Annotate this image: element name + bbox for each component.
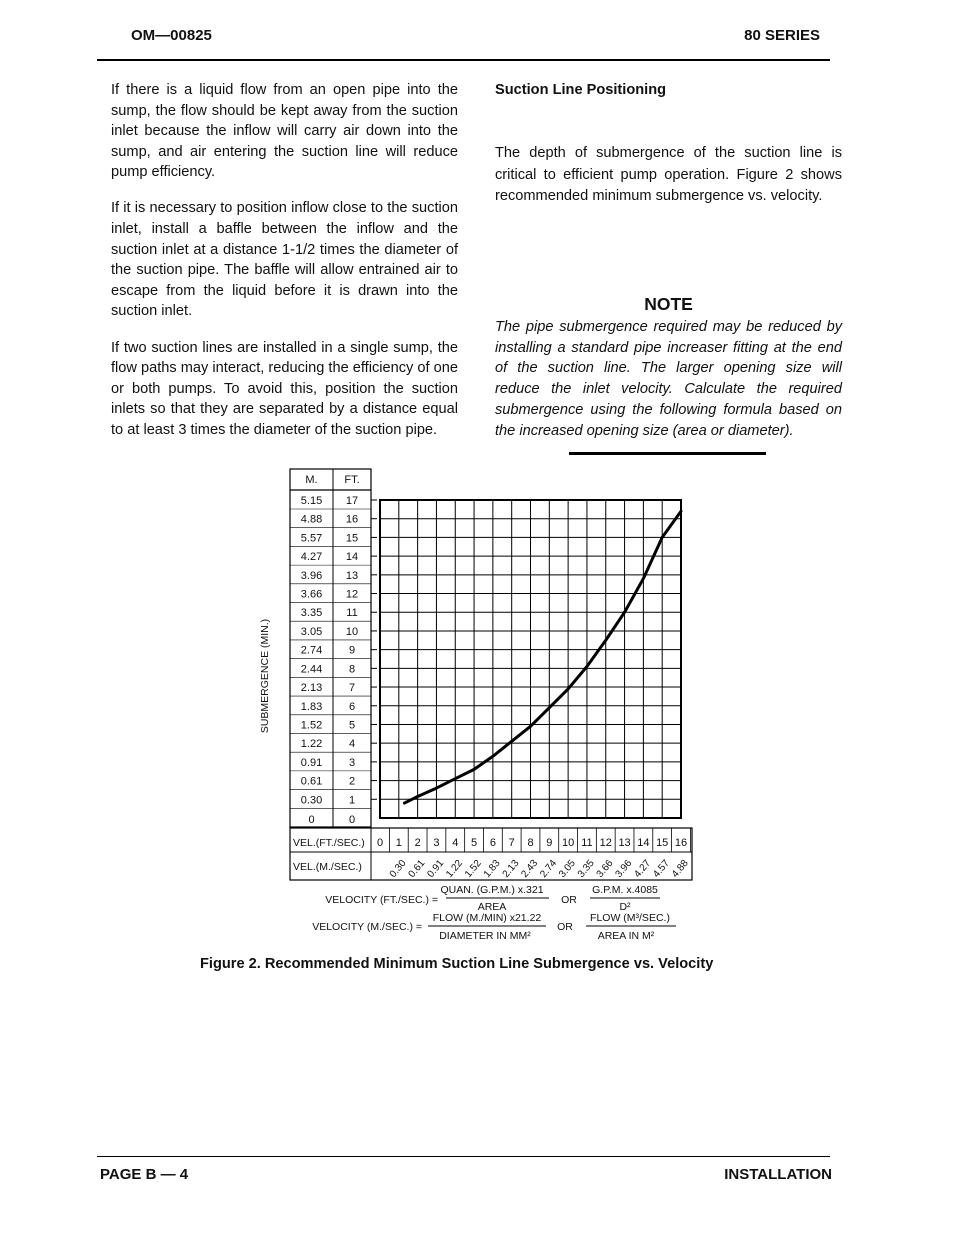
- y-tick-ft: 14: [345, 551, 359, 564]
- formula-m-den2: AREA IN M²: [597, 930, 655, 942]
- formula-ft-num2: G.P.M. x.4085: [592, 884, 658, 896]
- x-tick-m: 0.91: [425, 857, 447, 880]
- paragraph-inflow: If there is a liquid flow from an open pipe into the sump, the flow should be kept away from the suction inlet because the inflow will carry air down into the sump, and air entering the suction line will reduce pump efficiency.: [111, 82, 458, 181]
- x-tick-m: 0.30: [387, 857, 409, 880]
- formula-m-lhs: VELOCITY (M./SEC.) =: [312, 921, 422, 933]
- y-tick-ft: 11: [346, 607, 358, 620]
- x-tick-m: 1.52: [462, 857, 484, 880]
- x-tick-ft: 5: [471, 837, 478, 849]
- x-tick-ft: 8: [527, 837, 534, 849]
- x-tick-m: 4.57: [651, 857, 672, 880]
- y-tick-ft: 8: [348, 663, 356, 676]
- y-tick-m: 4.27: [300, 551, 323, 564]
- y-tick-ft: 9: [348, 644, 356, 657]
- x-tick-ft: 10: [562, 837, 575, 849]
- x-tick-ft: 12: [599, 837, 612, 849]
- y-tick-m: 5.15: [300, 495, 323, 507]
- y-tick-m: 1.22: [300, 738, 323, 751]
- formula-m-num1: FLOW (M./MIN) x21.22: [432, 912, 542, 924]
- x-tick-m: 4.27: [632, 857, 654, 880]
- y-header-m: M.: [305, 474, 318, 486]
- x-tick-ft: 4: [452, 837, 459, 849]
- y-tick-m: 2.44: [300, 663, 323, 676]
- x-tick-ft: 6: [489, 837, 496, 849]
- y-tick-m: 5.57: [300, 532, 323, 545]
- x-tick-m: 4.88: [669, 857, 691, 880]
- x-tick-ft: 0: [376, 837, 384, 849]
- formula-m-or: OR: [557, 921, 573, 933]
- y-tick-ft: 6: [348, 700, 356, 713]
- x-tick-m: 3.35: [575, 857, 597, 880]
- y-tick-m: 3.35: [300, 607, 323, 620]
- x-tick-m: 1.22: [444, 857, 466, 880]
- y-tick-m: 1.83: [300, 700, 323, 713]
- note-title: NOTE: [644, 294, 693, 314]
- submergence-curve: [404, 511, 681, 803]
- y-tick-ft: 3: [348, 756, 356, 769]
- y-tick-m: 0.61: [300, 775, 323, 788]
- formula-ft-den1: AREA: [477, 901, 507, 913]
- formula-m-den1: DIAMETER IN MM²: [439, 930, 531, 942]
- x-tick-ft: 13: [618, 837, 631, 849]
- x-tick-m: 1.83: [481, 857, 503, 880]
- submergence-paragraph: The depth of submergence of the suction line is critical to efficient pump operation. Figure 2 shows recommended minimum submergence vs. velocity.: [495, 145, 842, 204]
- x-tick-m: 0.61: [406, 857, 428, 880]
- formula-ft-num1: QUAN. (G.P.M.) x.321: [440, 884, 544, 896]
- y-tick-m: 3.96: [300, 569, 323, 582]
- x-tick-ft: 15: [656, 837, 669, 849]
- y-tick-m: 1.52: [300, 719, 323, 732]
- formula-ft-den2: D²: [619, 901, 631, 913]
- x-tick-ft: 2: [414, 837, 421, 849]
- y-tick-ft: 15: [345, 532, 359, 545]
- y-tick-ft: 13: [345, 569, 359, 582]
- y-tick-m: 2.74: [300, 644, 323, 657]
- y-tick-ft: 10: [345, 625, 359, 638]
- x-tick-ft: 1: [395, 837, 402, 849]
- y-tick-ft: 5: [348, 719, 356, 732]
- formula-ft-or: OR: [561, 894, 577, 906]
- x-tick-m: 2.13: [500, 857, 522, 880]
- x-tick-ft: 3: [433, 837, 440, 849]
- paragraph-baffle: If it is necessary to position inflow close to the suction inlet, install a baffle between the inflow and the suction inlet at a distance 1-1/2 times the diameter of the suction pipe. The baffle will allow entrained air to escape from the liquid before it is drawn into the suction inlet.: [111, 200, 458, 320]
- y-tick-m: 4.88: [300, 513, 323, 526]
- x-tick-m: 3.05: [556, 857, 578, 880]
- x-tick-ft: 11: [581, 837, 593, 849]
- y-tick-ft: 0: [348, 814, 356, 826]
- figure-caption: Figure 2. Recommended Minimum Suction Line Submergence vs. Velocity: [200, 956, 714, 972]
- section-heading: Suction Line Positioning: [495, 82, 667, 98]
- x-row2-label: VEL.(M./SEC.): [293, 861, 362, 873]
- x-row1-label: VEL.(FT./SEC.): [293, 837, 365, 849]
- series-label: 80 SERIES: [744, 27, 820, 44]
- y-tick-m: 3.05: [300, 625, 323, 638]
- x-tick-ft: 9: [546, 837, 553, 849]
- y-tick-m: 0.30: [300, 794, 323, 807]
- y-tick-ft: 4: [348, 738, 356, 751]
- y-header-ft: FT.: [344, 474, 360, 486]
- formula-m-num2: FLOW (M³/SEC.): [590, 912, 670, 924]
- x-tick-ft: 16: [674, 837, 688, 849]
- footer-rule: [97, 1156, 830, 1157]
- x-tick-m: 2.43: [519, 857, 541, 880]
- y-tick-ft: 12: [345, 588, 359, 601]
- formula-ft-lhs: VELOCITY (FT./SEC.) =: [325, 894, 438, 906]
- y-tick-m: 0.91: [300, 756, 323, 769]
- page-number: PAGE B — 4: [100, 1166, 189, 1183]
- y-tick-ft: 7: [348, 682, 356, 695]
- y-tick-m: 3.66: [300, 588, 323, 601]
- y-tick-m: 0: [308, 814, 315, 826]
- y-tick-m: 2.13: [300, 682, 323, 695]
- y-tick-ft: 2: [348, 775, 356, 788]
- x-tick-m: 2.74: [538, 857, 560, 880]
- doc-id: OM—00825: [131, 27, 212, 44]
- y-tick-ft: 16: [345, 513, 359, 526]
- y-tick-ft: 17: [345, 495, 359, 507]
- x-tick-m: 3.66: [594, 857, 616, 880]
- section-name: INSTALLATION: [724, 1166, 832, 1183]
- x-tick-ft: 14: [637, 837, 650, 849]
- paragraph-two-lines: If two suction lines are installed in a single sump, the flow paths may interact, reducing the efficiency of one or both pumps. To avoid this, position the suction inlets so that they are separated by a distance equal to at least 3 times the diameter of the suction pipe.: [111, 339, 458, 438]
- y-axis-label: SUBMERGENCE (MIN.): [259, 618, 271, 734]
- x-tick-m: 3.96: [613, 857, 635, 880]
- note-text: The pipe submergence required may be reduced by installing a standard pipe increaser fitting at the end of the suction line. The larger opening size will reduce the inlet velocity. Calculate the required submergence using the following formula based on the increased opening size (area or diameter).: [495, 319, 842, 439]
- y-tick-ft: 1: [348, 794, 356, 807]
- x-tick-ft: 7: [508, 837, 515, 849]
